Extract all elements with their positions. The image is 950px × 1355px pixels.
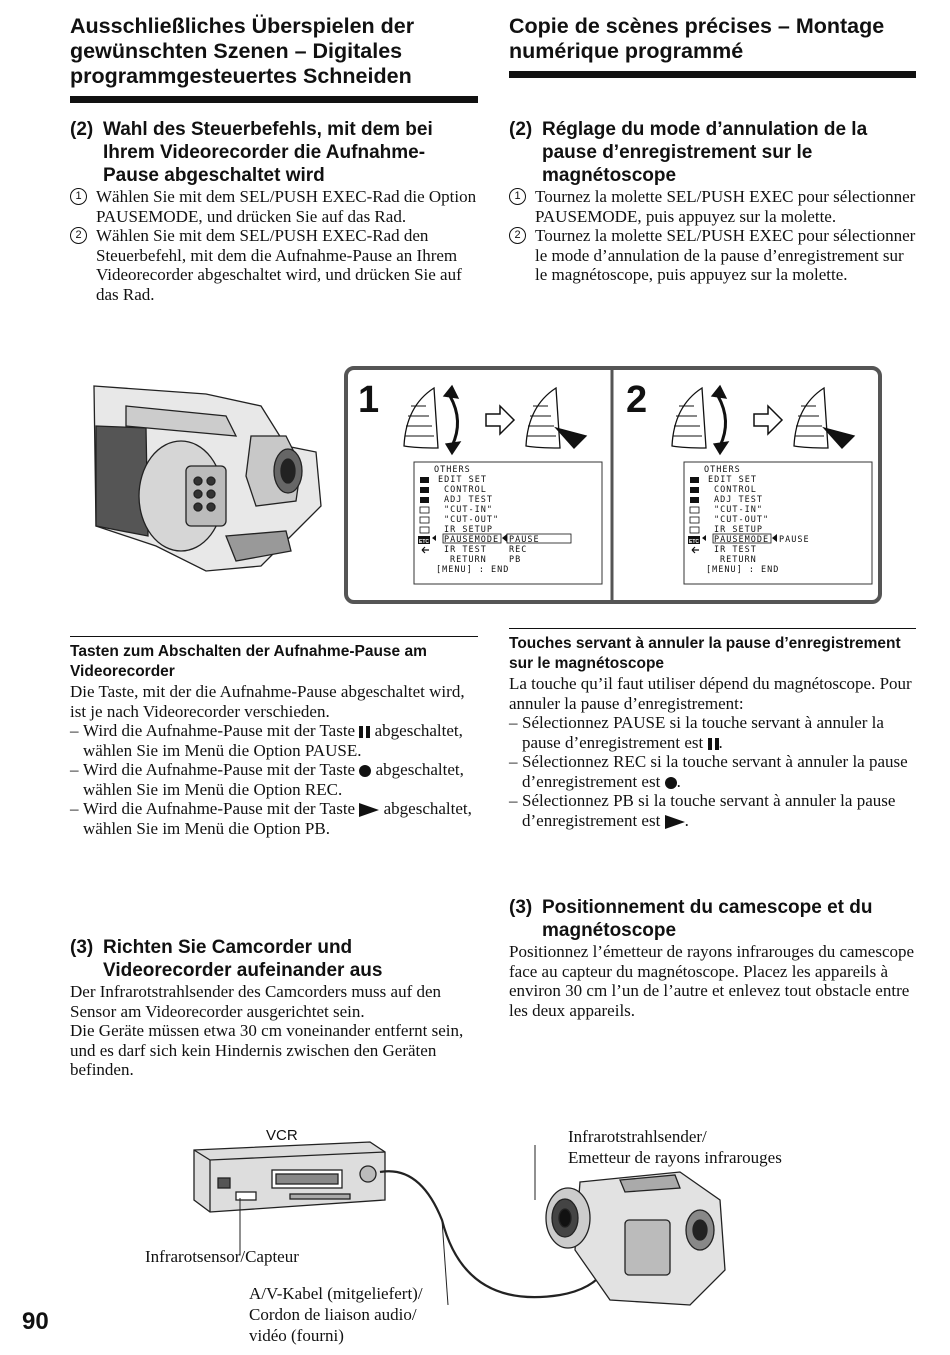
de-sec3-p1: Der Infrarotstrahlsender des Camcorders muss auf den Sensor am Videorecorder ausgerichtet sein. (70, 982, 442, 1021)
fr-key-pause (509, 713, 916, 752)
menu-item-edit-set: EDIT SET (438, 475, 487, 485)
step-number-icon: 1 (70, 188, 87, 205)
pause-icon (359, 726, 370, 738)
fr-step-1 (509, 187, 916, 226)
step-number-icon: 2 (509, 227, 526, 244)
fr-keys-intro: La touche qu’il faut utiliser dépend du magnétoscope. Pour annuler la pause d’enregistrement: (509, 674, 912, 713)
de-section-3 (70, 936, 478, 1080)
fr-keys-list (509, 713, 916, 830)
cable-label (249, 1283, 423, 1346)
fr-title-block (509, 14, 916, 78)
step-number-icon: 2 (70, 227, 87, 244)
panel-1-number: 1 (358, 379, 380, 421)
fr-title: Copie de scènes précises – Montage numérique programmé (509, 14, 916, 78)
de-sec3-num: (3) (70, 937, 94, 958)
menu-item-ir-test: IR TEST (444, 545, 487, 555)
de-key-pause-post: abgeschaltet, wählen Sie im Menü die Option PAUSE. (83, 721, 463, 760)
camcorder-illustration (546, 1172, 725, 1305)
fr-section-3 (509, 896, 916, 1020)
de-key-play-post: abgeschaltet, wählen Sie im Menü die Option PB. (83, 799, 472, 838)
fr-sec2-title: Réglage du mode d’annulation de la pause d’enregistrement sur le magnétoscope (542, 119, 868, 186)
menu-item-return: RETURN (720, 555, 757, 565)
play-icon (665, 815, 685, 829)
menu-item-adj-test: ADJ TEST (714, 495, 763, 505)
fr-key-rec (509, 752, 916, 791)
etc-icon: ETC (689, 539, 699, 545)
fr-keys-heading: Touches servant à annuler la pause d’enregistrement sur le magnétoscope (509, 628, 916, 674)
menu-item-return: RETURN (450, 555, 487, 565)
play-icon (359, 803, 379, 817)
emitter-label-de: Infrarotstrahlsender/ (568, 1127, 707, 1146)
menu-item-ir-setup: IR SETUP (714, 525, 763, 535)
de-keys-section (70, 636, 478, 838)
fr-step-2-text: Tournez la molette SEL/PUSH EXEC pour sélectionner le mode d’annulation de la pause d’enregistrement sur le magnétoscope, puis appuyez sur la molette. (535, 226, 916, 284)
de-key-play-pre: Wird die Aufnahme-Pause mit der Taste (83, 799, 356, 818)
menu-item-pausemode: PAUSEMODE (444, 535, 500, 545)
de-title: Ausschließliches Überspielen der gewünschten Szenen – Digitales programmgesteuertes Schneiden (70, 14, 478, 103)
de-section-2 (70, 118, 478, 304)
fr-key-rec-post: . (676, 771, 681, 791)
menu-end-hint: [MENU] : END (706, 565, 780, 575)
menu-option-pb: PB (509, 555, 522, 565)
cable-label-line-2: Cordon de liaison audio/ (249, 1305, 417, 1324)
vcr-label: VCR (266, 1127, 298, 1144)
emitter-label (568, 1126, 782, 1168)
menu-item-control: CONTROL (714, 485, 757, 495)
fr-keys-section (509, 628, 916, 830)
page-number: 90 (22, 1308, 49, 1335)
menu-item-cut-in: "CUT-IN" (714, 505, 763, 515)
fr-sec3-heading (509, 896, 916, 942)
de-sec3-heading (70, 936, 478, 982)
fr-step-2 (509, 226, 916, 285)
de-step-1-text: Wählen Sie mit dem SEL/PUSH EXEC-Rad die Option PAUSEMODE, und drücken Sie auf das Rad. (96, 187, 477, 226)
menu-item-others: OTHERS (434, 465, 471, 475)
de-step-2 (70, 226, 478, 304)
fr-sec2-heading (509, 118, 916, 187)
menu-item-edit-set: EDIT SET (708, 475, 757, 485)
fr-key-play (509, 791, 916, 830)
menu-item-cut-out: "CUT-OUT" (444, 515, 500, 525)
menu-option-rec: REC (509, 545, 528, 555)
fr-key-pause-post: . (718, 732, 723, 752)
menu-item-ir-test: IR TEST (714, 545, 757, 555)
de-sec3-title: Richten Sie Camcorder und Videorecorder aufeinander aus (103, 937, 383, 981)
emitter-label-fr: Emetteur de rayons infrarouges (568, 1148, 782, 1167)
etc-icon: ETC (419, 539, 429, 545)
menu-item-pausemode: PAUSEMODE (714, 535, 770, 545)
menu-item-cut-out: "CUT-OUT" (714, 515, 770, 525)
cable-label-line-3: vidéo (fourni) (249, 1326, 344, 1345)
de-step-2-text: Wählen Sie mit dem SEL/PUSH EXEC-Rad den Steuerbefehl, mit dem die Aufnahme-Pause an Ihrem Videorecorder abgeschaltet wird, und drücken Sie auf das Rad. (96, 226, 462, 304)
menu-screen-1 (414, 462, 602, 584)
cable-label-line-1: A/V-Kabel (mitgeliefert)/ (249, 1284, 423, 1303)
de-step-1 (70, 187, 478, 226)
de-keys-intro: Die Taste, mit der die Aufnahme-Pause abgeschaltet wird, ist je nach Videorecorder verschieden. (70, 682, 465, 721)
de-key-play (70, 799, 478, 838)
menu-item-cut-in: "CUT-IN" (444, 505, 493, 515)
menu-item-control: CONTROL (444, 485, 487, 495)
de-title-block (70, 14, 478, 103)
menu-end-hint: [MENU] : END (436, 565, 510, 575)
pause-icon (708, 738, 719, 750)
fr-sec3-title: Positionnement du camescope et du magnétoscope (542, 897, 873, 941)
fr-step-1-text: Tournez la molette SEL/PUSH EXEC pour sélectionner PAUSEMODE, puis appuyez sur la molette. (535, 187, 916, 226)
menu-item-others: OTHERS (704, 465, 741, 475)
sensor-label: Infrarotsensor/Capteur (145, 1247, 299, 1266)
menu-screen-2 (684, 462, 872, 584)
de-sec2-num: (2) (70, 119, 94, 140)
fr-section-2 (509, 118, 916, 285)
record-icon (359, 765, 371, 777)
panel-2-number: 2 (626, 379, 648, 421)
vcr-illustration (194, 1142, 385, 1212)
fr-sec2-num: (2) (509, 119, 533, 140)
record-icon (665, 777, 677, 789)
fr-key-rec-pre: Sélectionnez REC si la touche servant à annuler la pause d’enregistrement est (522, 752, 908, 791)
de-key-rec-pre: Wird die Aufnahme-Pause mit der Taste (83, 760, 356, 779)
fr-sec3-num: (3) (509, 897, 533, 918)
de-sec3-p2: Die Geräte müssen etwa 30 cm voneinander entfernt sein, und es darf sich kein Hindernis zwischen den Geräten befinden. (70, 1021, 464, 1079)
menu-option-pause: PAUSE (509, 535, 540, 545)
fr-key-play-post: . (684, 810, 689, 830)
de-key-pause-pre: Wird die Aufnahme-Pause mit der Taste (83, 721, 356, 740)
fr-sec2-steps (509, 187, 916, 285)
de-key-rec-post: abgeschaltet, wählen Sie im Menü die Option REC. (83, 760, 464, 799)
de-sec2-title: Wahl des Steuerbefehls, mit dem bei Ihrem Videorecorder die Aufnahme-Pause abgeschaltet wird (103, 119, 433, 186)
de-sec2-steps (70, 187, 478, 304)
de-keys-heading: Tasten zum Abschalten der Aufnahme-Pause am Videorecorder (70, 636, 478, 682)
fr-sec3-p1: Positionnez l’émetteur de rayons infrarouges du camescope face au capteur du magnétoscope. Placez les appareils à environ 30 cm l’un de l’autre et enlevez tout obstacle entre les deux appareils. (509, 942, 915, 1020)
step-number-icon: 1 (509, 188, 526, 205)
menu-item-adj-test: ADJ TEST (444, 495, 493, 505)
figure-menu-steps (86, 366, 886, 606)
de-key-rec (70, 760, 478, 799)
camcorder-illustration (94, 386, 321, 571)
fr-key-play-pre: Sélectionnez PB si la touche servant à annuler la pause d’enregistrement est (522, 791, 896, 830)
de-sec2-heading (70, 118, 478, 187)
fr-key-pause-pre: Sélectionnez PAUSE si la touche servant à annuler la pause d’enregistrement est (522, 713, 884, 752)
menu-item-ir-setup: IR SETUP (444, 525, 493, 535)
de-key-pause (70, 721, 478, 760)
de-keys-list (70, 721, 478, 838)
menu-value-pause: PAUSE (779, 535, 810, 545)
